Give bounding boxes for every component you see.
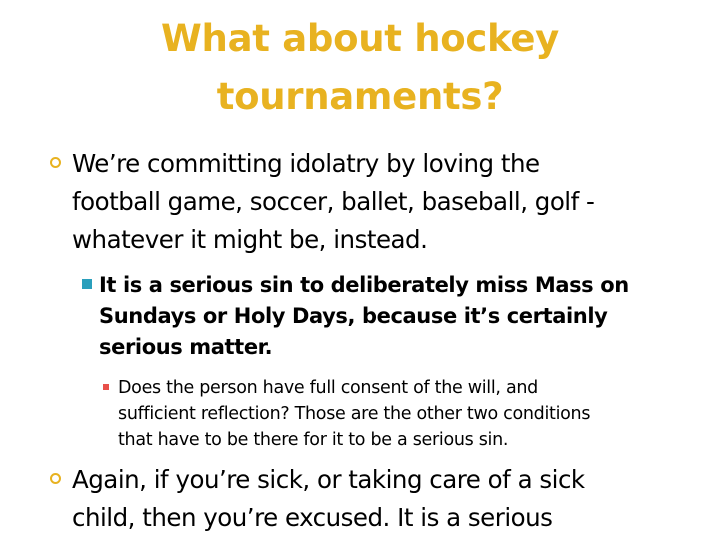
- title-line-1: What about hockey: [161, 17, 559, 60]
- sub-sub-bullet-point-1-line-2: sufficient reflection? Those are the other two conditions: [118, 404, 591, 424]
- sub-bullet-point-1-line-3: serious matter.: [99, 335, 273, 359]
- bullet-point-1: [72, 145, 594, 259]
- sub-sub-bullet-point-1-line-1: Does the person have full consent of the will, and: [118, 378, 538, 398]
- title-line-2: tournaments?: [216, 75, 504, 118]
- bullet-point-2-line-2: child, then you’re excused. It is a serious: [72, 503, 553, 532]
- bullet-point-2: [72, 461, 585, 537]
- hollow-circle-icon: [50, 157, 61, 168]
- bullet-point-1-line-1: We’re committing idolatry by loving the: [72, 149, 540, 178]
- hollow-circle-icon: [50, 473, 61, 484]
- bullet-point-1-line-3: whatever it might be, instead.: [72, 225, 428, 254]
- bullet-point-2-line-1: Again, if you’re sick, or taking care of a sick: [72, 465, 585, 494]
- bullet-point-1-line-2: football game, soccer, ballet, baseball, golf -: [72, 187, 595, 216]
- sub-bullet-point-1: [99, 270, 629, 363]
- slide-title: [150, 10, 570, 126]
- sub-bullet-point-1-line-2: Sundays or Holy Days, because it’s certainly: [99, 304, 608, 328]
- square-icon: [82, 279, 92, 289]
- sub-sub-bullet-point-1: [118, 375, 590, 453]
- sub-bullet-point-1-line-1: It is a serious sin to deliberately miss Mass on: [99, 273, 629, 297]
- small-square-icon: [103, 384, 109, 390]
- sub-sub-bullet-point-1-line-3: that have to be there for it to be a serious sin.: [118, 430, 509, 450]
